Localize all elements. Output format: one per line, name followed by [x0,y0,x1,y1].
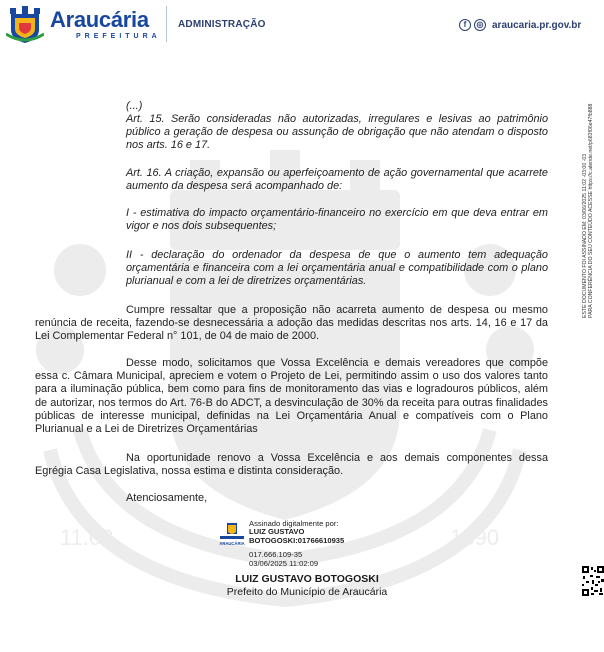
signer-role: Prefeito do Município de Araucária [226,586,388,598]
svg-text:11.02: 11.02 [60,525,114,550]
signature-name: LUIZ GUSTAVO [249,527,305,537]
qr-code[interactable] [582,566,604,596]
stamp-line-2[interactable]: PARA CONFERÊNCIA DO SEU CONTEÚDO ACESSE https://c.atende.net/p683f06e47fb888 [588,103,595,318]
verification-stamp [582,88,594,318]
brand-subtitle: PREFEITURA [76,33,161,40]
signer-block [0,573,604,599]
signature-meta [249,551,318,568]
ellipsis: (...) [126,100,143,112]
header-divider [166,6,167,42]
signature-cpf: 017.666.109-35 [249,550,303,559]
paragraph-request: Desse modo, solicitamos que Vossa Excelência e demais vereadores que compõe essa c. Câmara Municipal, apreciem e votem o Projeto de Lei, permitindo assim o uso dos valores tanto para a iluminação pública, bem como para fins de monitoramento das vias e logradouros públicos, além de autorizar, nos termos do Art. 76-B do ADCT, a desvinculação de 30% da receita para outras finalidades públicas de interesse municipal, definidas na Lei Orçamentária Anual e compatíveis com o Plano Plurianual e a Lei de Diretrizes Orçamentárias [35,357,548,436]
closing-salutation: Atenciosamente, [126,492,208,504]
stamp-line-1: ESTE DOCUMENTO FOI ASSINADO EM: 03/06/2025 11:02 -03:00 -03 [582,153,588,318]
article-16-item-2: II - declaração do ordenador da despesa de que o aumento tem adequação orçamentária e financeira com a lei orçamentária anual e compatibilidade com o plano plurianual e com a lei de diretrizes orçamentárias. [126,249,548,288]
website-link[interactable]: araucaria.pr.gov.br [492,20,582,31]
signature-datetime: 03/06/2025 11:02:09 [249,558,319,568]
signature-id: BOTOGOSKI:01766610935 [249,535,345,545]
facebook-icon[interactable]: f [459,19,471,31]
brand-name: Araucária [50,7,149,32]
department-label: ADMINISTRAÇÃO [178,19,266,30]
article-15: Art. 15. Serão consideradas não autorizadas, irregulares e lesivas ao patrimônio público a geração de despesa ou assunção de obrigação que não atendam o disposto nos arts. 16 e 17. [126,113,548,152]
crest-icon [6,6,44,44]
signer-name: LUIZ GUSTAVO BOTOGOSKI [235,573,379,585]
instagram-icon[interactable]: ◎ [474,19,486,31]
page-header [0,0,604,50]
social-links [459,19,486,31]
signature-logo [218,523,246,547]
araucaria-logo[interactable] [6,6,161,44]
signature-caption: Assinado digitalmente por: [249,519,339,528]
digital-signature [249,520,344,545]
article-16: Art. 16. A criação, expansão ou aperfeiçoamento de ação governamental que acarrete aumento da despesa será acompanhado de: [126,167,548,193]
article-16-item-1: I - estimativa do impacto orçamentário-financeiro no exercício em que deva entrar em vigor e nos dois subsequentes; [126,207,548,233]
paragraph-no-expense: Cumpre ressaltar que a proposição não acarreta aumento de despesa ou mesmo renúncia de receita, fazendo-se desnecessária a adoção das medidas descritas nos arts. 14, 16 e 17 da Lei Complementar Federal n° 101, de 04 de maio de 2000. [35,304,548,343]
signature-logo-label: ARAUCÁRIA [219,541,245,546]
paragraph-closing: Na oportunidade renovo a Vossa Excelência e aos demais componentes dessa Egrégia Casa Legislativa, nossa estima e distinta consideração. [35,452,548,478]
svg-text:1890: 1890 [450,525,499,550]
